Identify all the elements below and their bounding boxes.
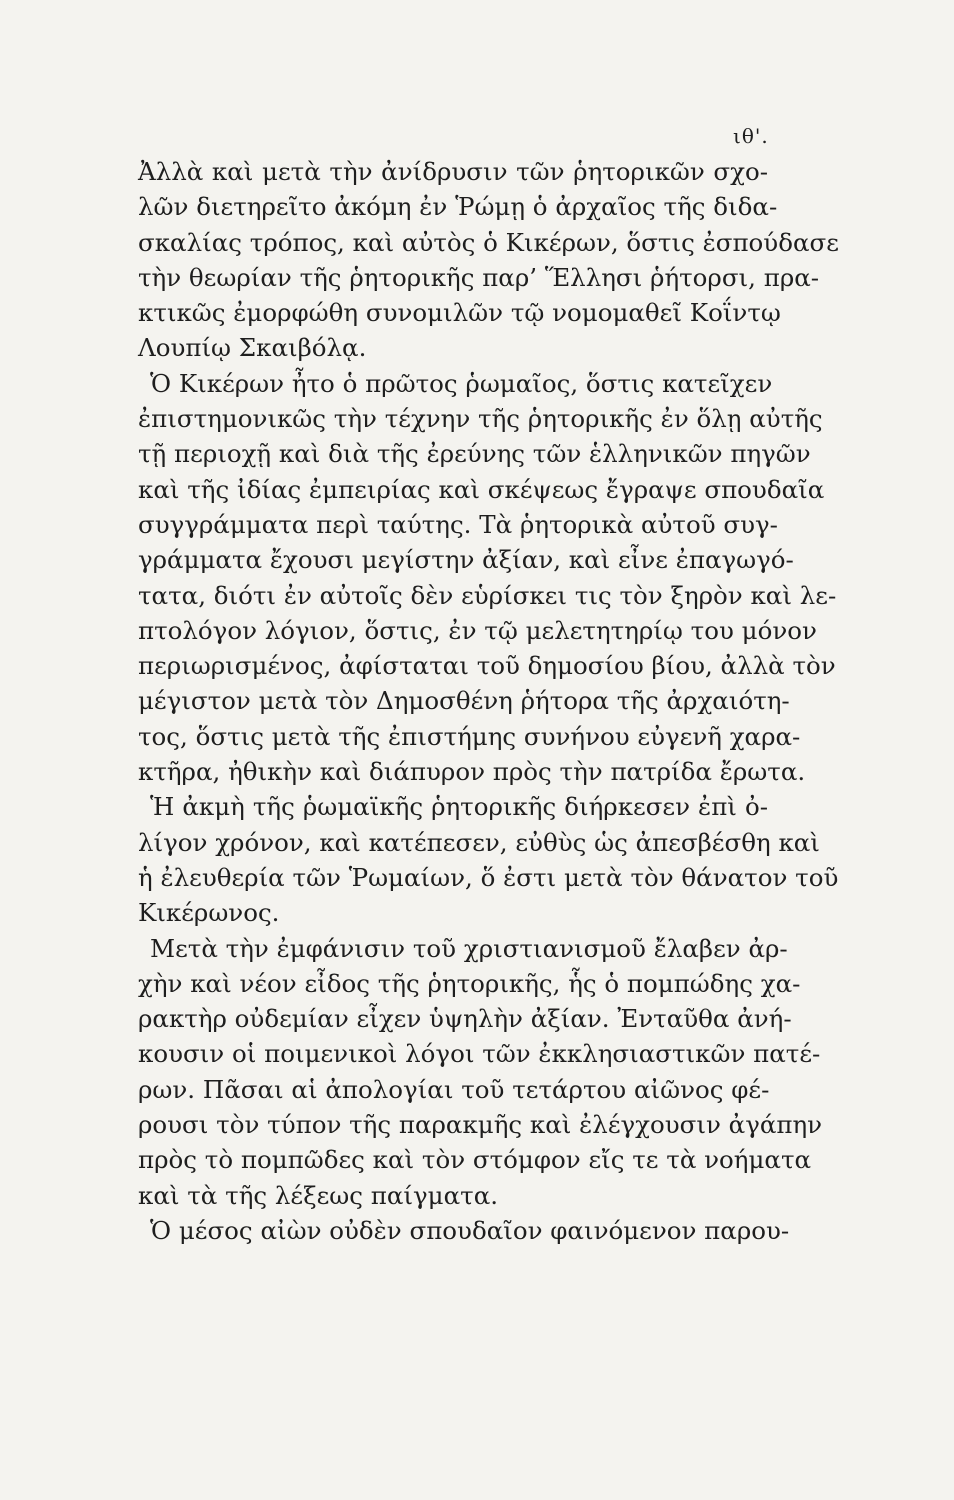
text-line: Μετὰ τὴν ἐμφάνισιν τοῦ χριστιανισμοῦ ἔλαβεν ἀρ- [150, 933, 788, 963]
text-line: Ὁ μέσος αἰὼν οὐδὲν σπουδαῖον φαινόμενον παρου- [150, 1215, 790, 1245]
text-line: ἐπιστημονικῶς τὴν τέχνην τῆς ῥητορικῆς ἐν ὅλῃ αὐτῆς [138, 404, 823, 434]
text-line: τος, ὅστις μετὰ τῆς ἐπιστήμης συνήνου εὐγενῆ χαρα- [138, 721, 801, 751]
page-number: ιθ'. [733, 124, 769, 148]
text-line: κτῆρα, ἠθικὴν καὶ διάπυρον πρὸς τὴν πατρίδα ἔρωτα. [138, 757, 806, 787]
text-line: πρὸς τὸ πομπῶδες καὶ τὸν στόμφον εἴς τε τὰ νοήματα [138, 1145, 812, 1175]
text-line: σκαλίας τρόπος, καὶ αὐτὸς ὁ Κικέρων, ὅστις ἐσπούδασε [138, 227, 839, 257]
text-line: τὴν θεωρίαν τῆς ῥητορικῆς παρ’ Ἕλλησι ῥήτορσι, πρα- [138, 262, 820, 292]
text-line: κτικῶς ἐμορφώθη συνομιλῶν τῷ νομομαθεῖ Κοΐντῳ [138, 298, 781, 328]
text-line: ρακτὴρ οὐδεμίαν εἶχεν ὑψηλὴν ἀξίαν. Ἐνταῦθα ἀνή- [138, 1004, 792, 1034]
text-line: μέγιστον μετὰ τὸν Δημοσθένη ῥήτορα τῆς ἀρχαιότη- [138, 686, 790, 716]
text-line: χὴν καὶ νέον εἶδος τῆς ῥητορικῆς, ἧς ὁ πομπώδης χα- [138, 968, 801, 998]
body-text [138, 154, 839, 1248]
text-line: πτολόγον λόγιον, ὅστις, ἐν τῷ μελετητηρίῳ του μόνον [138, 615, 817, 645]
text-line: ρων. Πᾶσαι αἱ ἀπολογίαι τοῦ τετάρτου αἰῶνος φέ- [138, 1074, 770, 1104]
text-line: Κικέρωνος. [138, 898, 280, 928]
text-line: καὶ τῆς ἰδίας ἐμπειρίας καὶ σκέψεως ἔγραψε σπουδαῖα [138, 474, 825, 504]
text-line: περιωρισμένος, ἀφίσταται τοῦ δημοσίου βίου, ἀλλὰ τὸν [138, 651, 836, 681]
text-line: Ἡ ἀκμὴ τῆς ῥωμαϊκῆς ῥητορικῆς διήρκεσεν ἐπὶ ὀ- [150, 792, 768, 822]
text-line: Λουπίῳ Σκαιβόλᾳ. [138, 333, 367, 363]
text-line: λίγον χρόνον, καὶ κατέπεσεν, εὐθὺς ὡς ἀπεσβέσθη καὶ [138, 827, 820, 857]
text-line: ἡ ἐλευθερία τῶν Ῥωμαίων, ὅ ἐστι μετὰ τὸν θάνατον τοῦ [138, 862, 839, 892]
text-line: ρουσι τὸν τύπον τῆς παρακμῆς καὶ ἐλέγχουσιν ἀγάπην [138, 1110, 823, 1140]
text-line: Ὁ Κικέρων ἦτο ὁ πρῶτος ῥωμαῖος, ὅστις κατεῖχεν [150, 368, 773, 398]
text-line: καὶ τὰ τῆς λέξεως παίγματα. [138, 1180, 499, 1210]
text-line: τατα, διότι ἐν αὐτοῖς δὲν εὑρίσκει τις τὸν ξηρὸν καὶ λε- [138, 580, 837, 610]
text-line: κουσιν οἱ ποιμενικοὶ λόγοι τῶν ἐκκλησιαστικῶν πατέ- [138, 1039, 821, 1069]
text-line: Ἀλλὰ καὶ μετὰ τὴν ἀνίδρυσιν τῶν ῥητορικῶν σχο- [138, 157, 768, 186]
text-line: λῶν διετηρεῖτο ἀκόμη ἐν Ῥώμῃ ὁ ἀρχαῖος τῆς διδα- [138, 192, 778, 222]
text-line: συγγράμματα περὶ ταύτης. Τὰ ῥητορικὰ αὐτοῦ συγ- [138, 509, 778, 539]
text-line: τῇ περιοχῇ καὶ διὰ τῆς ἐρεύνης τῶν ἑλληνικῶν πηγῶν [138, 439, 811, 469]
text-line: γράμματα ἔχουσι μεγίστην ἀξίαν, καὶ εἶνε ἐπαγωγό- [138, 545, 794, 575]
